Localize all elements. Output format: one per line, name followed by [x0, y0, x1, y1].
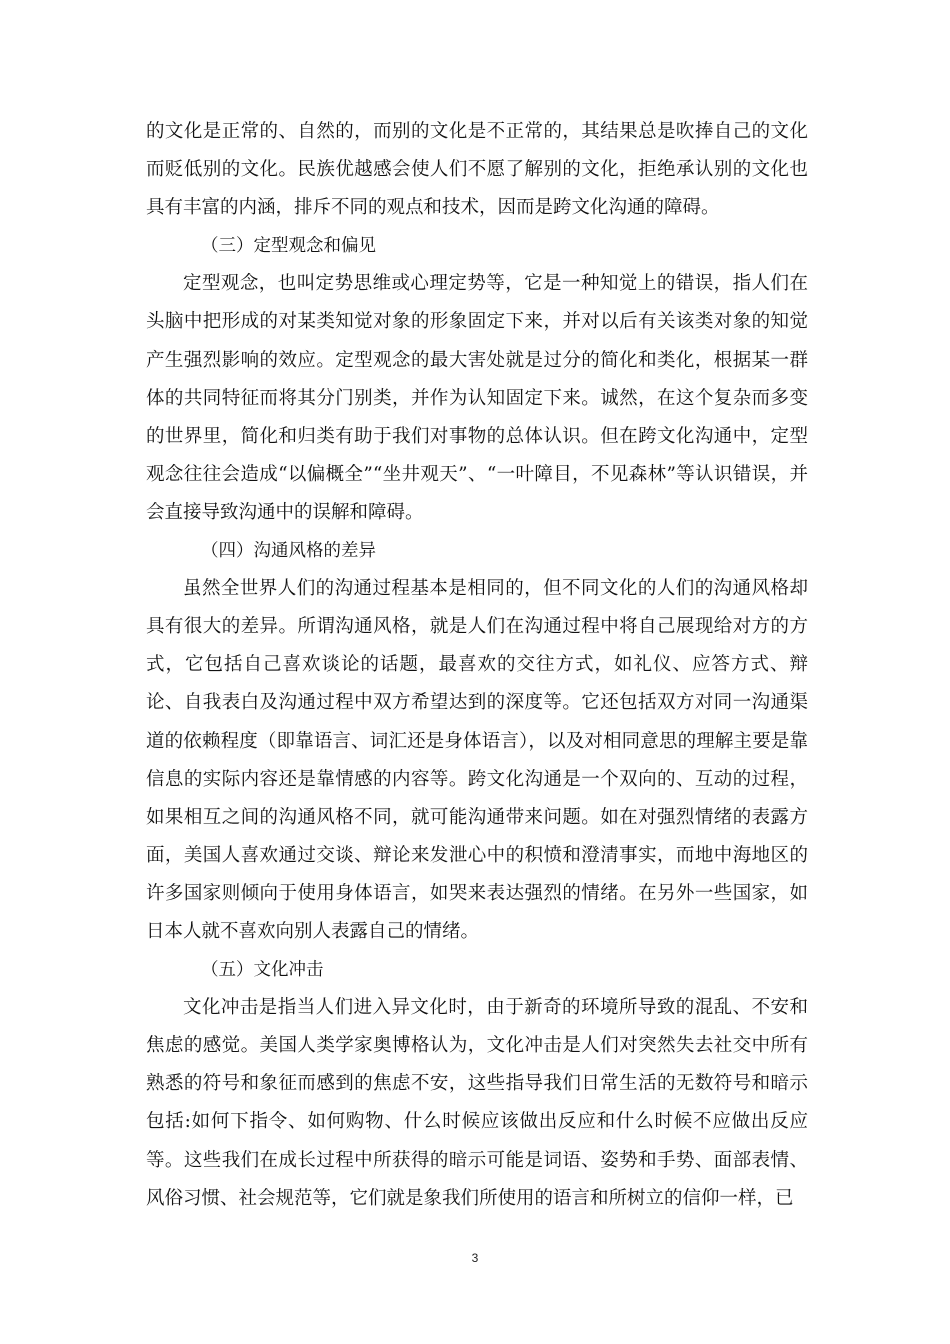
- intro-paragraph: 的文化是正常的、自然的，而别的文化是不正常的，其结果总是吹捧自己的文化而贬低别的文化。民族优越感会使人们不愿了解别的文化，拒绝承认别的文化也具有丰富的内涵，排斥不同的观点和技术，因而是跨文化沟通的障碍。: [146, 121, 808, 219]
- section-body-culture-shock: 文化冲击是指当人们进入异文化时，由于新奇的环境所导致的混乱、不安和焦虑的感觉。美国人类学家奥博格认为，文化冲击是人们对突然失去社交中所有熟悉的符号和象征而感到的焦虑不安，这些指导我们日常生活的无数符号和暗示包括:如何下指令、如何购物、什么时候应该做出反应和什么时候不应做出反应等。这些我们在成长过程中所获得的暗示可能是词语、姿势和手势、面部表情、风俗习惯、社会规范等，它们就是象我们所使用的语言和所树立的信仰一样，已: [146, 997, 808, 1209]
- section-heading-stereotypes: （三）定型观念和偏见: [201, 236, 376, 257]
- body-text: [146, 113, 808, 1218]
- section-body-stereotypes: 定型观念，也叫定势思维或心理定势等，它是一种知觉上的错误，指人们在头脑中把形成的对某类知觉对象的形象固定下来，并对以后有关该类对象的知觉产生强烈影响的效应。定型观念的最大害处就是过分的简化和类化，根据某一群体的共同特征而将其分门别类，并作为认知固定下来。诚然，在这个复杂而多变的世界里，简化和归类有助于我们对事物的总体认识。但在跨文化沟通中，定型观念往往会造成“以偏概全”“坐井观天”、“一叶障目，不见森林”等认识错误，并会直接导致沟通中的误解和障碍。: [146, 273, 808, 523]
- section-heading-communication-style: （四）沟通风格的差异: [201, 541, 376, 562]
- section-heading-culture-shock: （五）文化冲击: [201, 960, 324, 981]
- section-body-communication-style: 虽然全世界人们的沟通过程基本是相同的，但不同文化的人们的沟通风格却具有很大的差异。所谓沟通风格，就是人们在沟通过程中将自己展现给对方的方式，它包括自己喜欢谈论的话题，最喜欢的交往方式，如礼仪、应答方式、辩论、自我表白及沟通过程中双方希望达到的深度等。它还包括双方对同一沟通渠道的依赖程度（即靠语言、词汇还是身体语言），以及对相同意思的理解主要是靠信息的实际内容还是靠情感的内容等。跨文化沟通是一个双向的、互动的过程，如果相互之间的沟通风格不同，就可能沟通带来问题。如在对强烈情绪的表露方面，美国人喜欢通过交谈、辩论来发泄心中的积愤和澄清事实，而地中海地区的许多国家则倾向于使用身体语言，如哭来表达强烈的情绪。在另外一些国家，如日本人就不喜欢向别人表露自己的情绪。: [146, 578, 808, 942]
- page-number: 3: [471, 1251, 479, 1265]
